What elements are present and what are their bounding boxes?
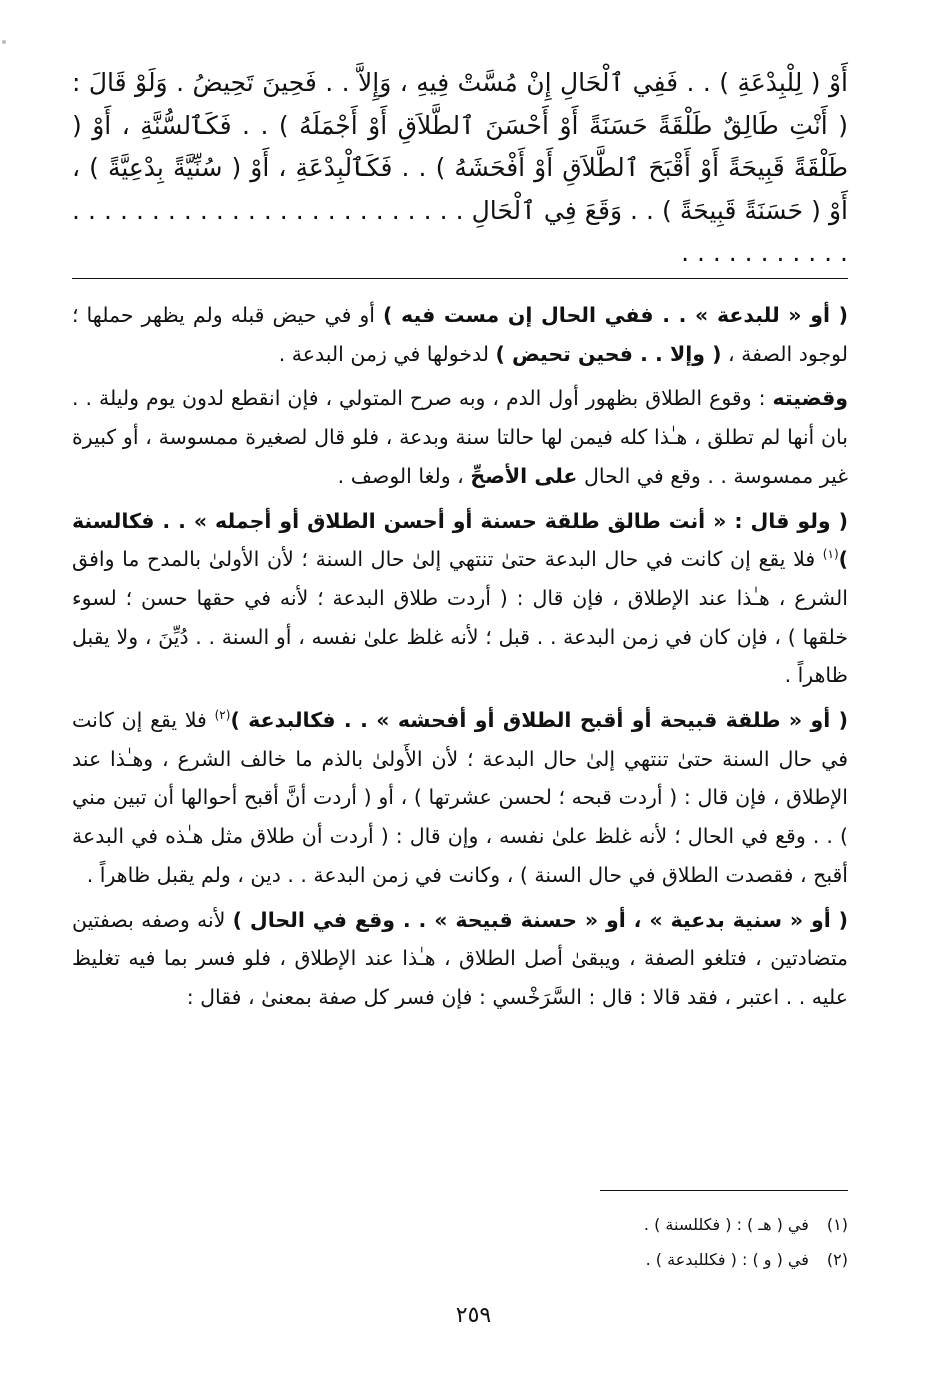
footnote-1 [72,1207,848,1242]
matn-trailing-dots: . . . . . . . . . . . . . . . . . . . . . . . . . . . . . . . . . . . . [72,195,848,267]
footnote-ref-1[interactable]: (١) [822,547,839,562]
footnote-text: في ( هـ ) : ( فكللسنة ) . [643,1215,809,1234]
scan-margin-mark [2,40,6,44]
quoted-matn: وقضيته [772,386,848,411]
footnote-number: (٢) [826,1250,848,1269]
sharh-paragraph-1 [72,296,848,373]
sharh-paragraph-2 [72,379,848,495]
quoted-matn: على الأصحِّ [470,463,578,488]
sharh-paragraph-4 [72,701,848,895]
footnote-separator-rule [600,1190,848,1191]
footnote-ref-2[interactable]: (٢) [214,708,231,723]
footnote-2 [72,1242,848,1277]
commentary-text: ، ولغا الوصف . [337,463,471,488]
page-number: ٢٥٩ [455,1303,492,1328]
quoted-matn: ( أو « سنية بدعية » ، أو « حسنة قبيحة » . . وقع في الحال ) [232,907,849,932]
quoted-matn: ( وإلا . . فحين تحيض ) [495,341,722,366]
commentary-text: أو في حيض قبله ولم يظهر حملها ؛ لوجود الصفة ، [72,303,848,366]
matn-text: أَوْ ( لِلْبِدْعَةِ ) . . فَفِي ٱلْحَالِ إِنْ مُسَّتْ فِيهِ ، وَإِلاَّ . . فَحِينَ تَحِيضُ . وَلَوْ قَالَ : ( أَنْتِ طَالِقٌ طَلْقَةً حَسَنَةً أَوْ أَحْسَنَ ٱلطَّلاَقِ أَوْ أَجْمَلَهُ ) . . فَكَٱلسُّنَّةِ ، أَوْ ( طَلْقَةً قَبِيحَةً أَوْ أَقْبَحَ ٱلطَّلاَقِ أَوْ أَفْحَشَهُ ) . . فَكَٱلْبِدْعَةِ ، أَوْ ( سُنِّيَّةً بِدْعِيَّةً ) ، أَوْ ( حَسَنَةً قَبِيحَةً ) . . وَقَعَ فِي ٱلْحَالِ [72,68,848,225]
sharh-paragraph-5 [72,901,848,1017]
matn-separator-rule [72,278,848,279]
quoted-matn: ( أو « للبدعة » . . ففي الحال إن مست فيه ) [383,303,848,327]
footnote-text: في ( و ) : ( فكللبدعة ) . [645,1250,809,1269]
quoted-matn: ( ولو قال : « أنت طالق طلقة حسنة أو أحسن الطلاق أو أجمله » . . فكالسنة ) [72,508,848,572]
commentary-text: فلا يقع إن كانت في حال السنة حتىٰ تنتهي إلىٰ حال البدعة ؛ لأن الأَولىٰ بالذم ما خالف الشرع ، وهـٰذا عند الإطلاق ، فإن قال : ( أردت قبحه ؛ لحسن عشرتها ) ، أو ( أردت أنَّ أقبح أحوالها أن تبين مني ) . . وقع في الحال ؛ لأنه غلظ علىٰ نفسه ، وإن قال : ( أردت أن طلاق مثل هـٰذه في البدعة أقبح ، فقصدت الطلاق في حال السنة ) ، وكانت في زمن البدعة . . دين ، ولم يقبل ظاهراً . [72,708,848,887]
sharh-commentary-block [72,296,848,1017]
matn-text-block [72,62,848,275]
commentary-text: فلا يقع إن كانت في حال البدعة حتىٰ تنتهي إلىٰ حال السنة ؛ لأن الأولىٰ بالمدح ما وافق الشرع ، هـٰذا عند الإطلاق ، فإن قال : ( أردت طلاق البدعة ؛ لأنه في حقها حسن ؛ لسوء خلقها ) ، فإن كان في زمن البدعة . . قبل ؛ لأنه غلظ علىٰ نفسه ، أو السنة . . دُيِّنَ ، ولا يقبل ظاهراً . [72,547,848,688]
sharh-paragraph-3 [72,502,848,696]
quoted-matn: ( أو « طلقة قبيحة أو أقبح الطلاق أو أفحشه » . . فكالبدعة ) [230,708,848,733]
commentary-text: لدخولها في زمن البدعة . [278,341,496,366]
footnotes-block [72,1207,848,1277]
footnote-number: (١) [826,1215,848,1234]
commentary-text: : وقوع الطلاق بظهور أول الدم ، وبه صرح المتولي ، فإن انقطع لدون يوم وليلة . . بان أنها لم تطلق ، هـٰذا كله فيمن لها حالتا سنة وبدعة ، فلو قال لصغيرة ممسوسة ، أو كبيرة غير ممسوسة . . وقع في الحال [72,386,848,488]
commentary-text: لأنه وصفه بصفتين متضادتين ، فتلغو الصفة ، ويبقىٰ أصل الطلاق ، هـٰذا عند الإطلاق ، فلو فسر بما فيه تغليظ عليه . . اعتبر ، فقد قالا : قال : السَّرَخْسي : فإن فسر كل صفة بمعنىٰ ، فقال : [72,907,848,1009]
